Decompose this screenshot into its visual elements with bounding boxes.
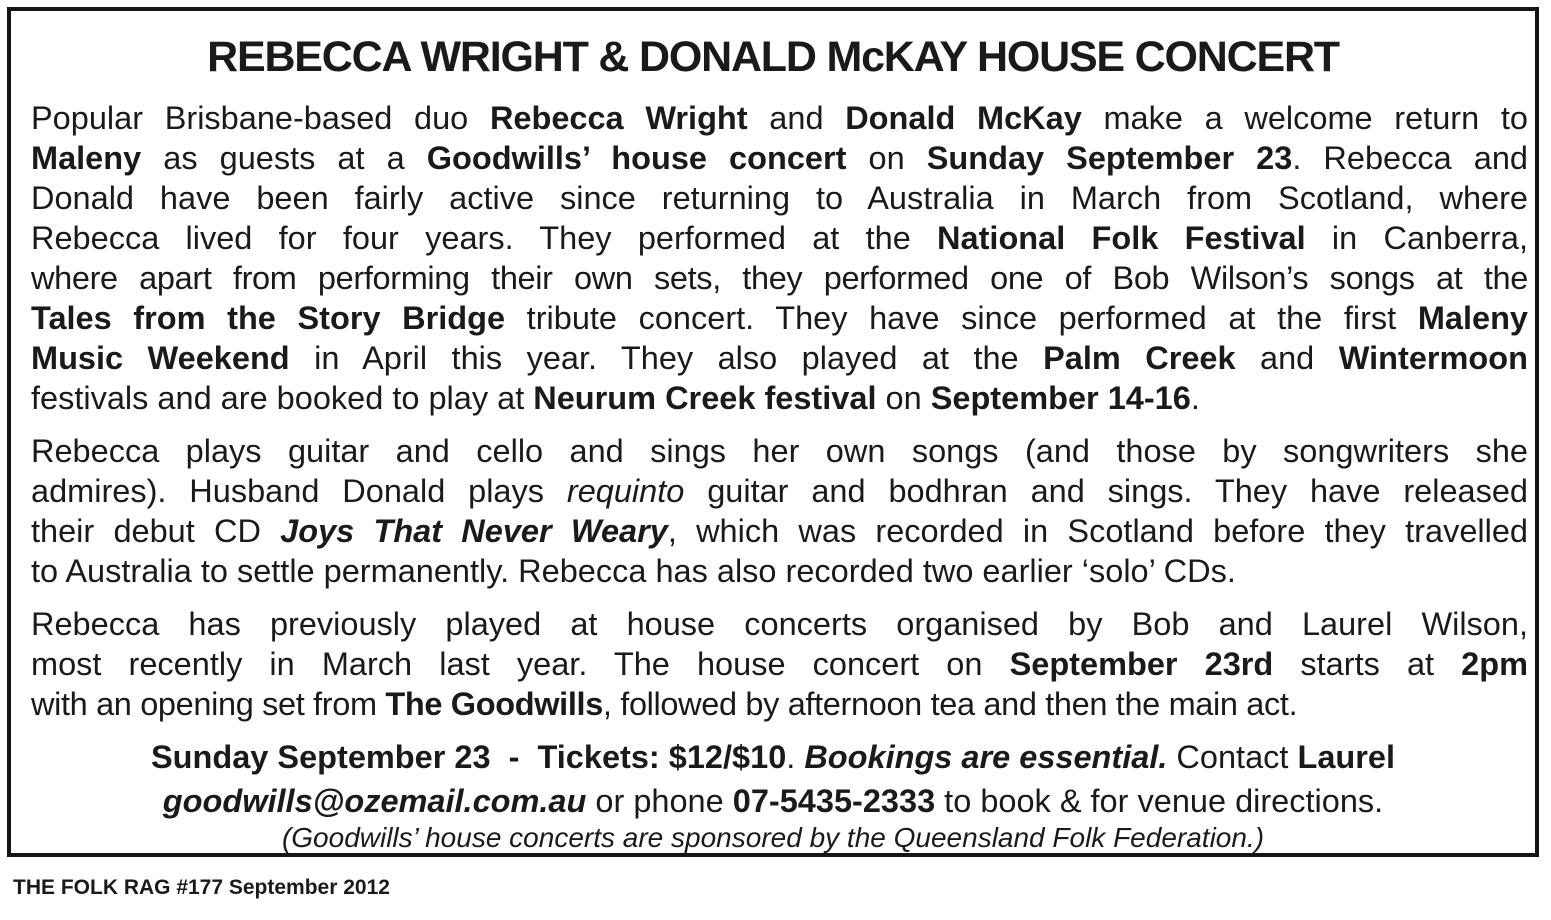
festival-name: Wintermoon (1338, 340, 1528, 376)
event-date: Sunday September 23 (926, 140, 1293, 176)
text-run: guitar and bodhran and sings. They have released (684, 473, 1528, 509)
band-name: The Goodwills (385, 686, 603, 722)
booking-line-2 (11, 780, 1535, 822)
booking-line-1 (11, 736, 1535, 778)
text-run: , followed by afternoon tea and then the main act. (602, 686, 1298, 722)
paragraph-2-line-3 (31, 511, 1528, 551)
event-name: Goodwills’ house concert (426, 140, 847, 176)
text-run: in Canberra, (1305, 220, 1528, 256)
festival-name: Music Weekend (31, 340, 290, 376)
paragraph-3-line-2 (31, 644, 1528, 684)
article-title: REBECCA WRIGHT & DONALD McKAY HOUSE CONCERT (207, 33, 1339, 81)
paragraph-2-line-2 (31, 471, 1528, 511)
text-run: festivals and are booked to play at (31, 380, 534, 416)
text-run: tribute concert. They have since performed at the first (505, 300, 1418, 336)
paragraph-1-line-5: where apart from performing their own sets, they performed one of Bob Wilson’s songs at the (31, 260, 1528, 296)
paragraph-3-line-1: Rebecca has previously played at house concerts organised by Bob and Laurel Wilson, (31, 606, 1528, 642)
text-run: starts at (1273, 646, 1462, 682)
concert-name: Tales from the Story Bridge (31, 300, 506, 336)
text-run: and (747, 100, 846, 136)
text-run: Contact (1167, 739, 1298, 775)
paragraph-1-line-8 (31, 378, 1528, 418)
booking-date: Sunday September 23 (150, 739, 491, 775)
paragraph-1-line-2 (31, 138, 1528, 178)
contact-email: goodwills@ozemail.com.au (162, 783, 587, 819)
ticket-prices: Tickets: $12/$10 (537, 739, 787, 775)
contact-phone: 07-5435-2333 (732, 783, 936, 819)
text-run: . (1190, 380, 1200, 416)
text-run: . (786, 739, 805, 775)
article-box (7, 7, 1539, 857)
text-run: most recently in March last year. The house concert on (31, 646, 1010, 682)
text-run: on (846, 140, 927, 176)
festival-name: National Folk Festival (937, 220, 1306, 256)
paragraph-2-line-4: to Australia to settle permanently. Rebecca has also recorded two earlier ‘solo’ CDs. (31, 553, 1236, 589)
text-run: . Rebecca and (1292, 140, 1528, 176)
booking-note: Bookings are essential. (804, 739, 1168, 775)
text-run: their debut CD (31, 513, 281, 549)
paragraph-1-line-4 (31, 218, 1528, 258)
instrument-name: requinto (566, 473, 685, 509)
text-run: Rebecca lived for four years. They performed at the (31, 220, 938, 256)
publication-footer: THE FOLK RAG #177 September 2012 (13, 876, 390, 899)
paragraph-1-line-3: Donald have been fairly active since returning to Australia in March from Scotland, where (31, 180, 1528, 216)
text-run: with an opening set from (31, 686, 386, 722)
place-name: Maleny (31, 140, 142, 176)
text-run: or phone (586, 783, 733, 819)
cd-title: Joys That Never Weary (280, 513, 668, 549)
text-run: to book & for venue directions. (935, 783, 1384, 819)
text-run: Popular Brisbane-based duo (31, 100, 490, 136)
separator: - (490, 739, 538, 775)
paragraph-1-line-6 (31, 298, 1528, 338)
text-run: as guests at a (141, 140, 427, 176)
text-run: make a welcome return to (1081, 100, 1528, 136)
text-run: in April this year. They also played at the (289, 340, 1044, 376)
paragraph-2-line-1: Rebecca plays guitar and cello and sings her own songs (and those by songwriters she (31, 433, 1528, 469)
paragraph-3-line-3 (31, 684, 1528, 724)
festival-name: Maleny (1417, 300, 1528, 336)
text-run: , which was recorded in Scotland before they travelled (667, 513, 1528, 549)
festival-dates: September 14-16 (930, 380, 1191, 416)
festival-name: Palm Creek (1043, 340, 1236, 376)
text-run: admires). Husband Donald plays (31, 473, 567, 509)
paragraph-1-line-1 (31, 98, 1528, 138)
event-time: 2pm (1461, 646, 1528, 682)
event-date: September 23rd (1009, 646, 1274, 682)
festival-name: Neurum Creek festival (533, 380, 877, 416)
text-run: on (876, 380, 931, 416)
sponsor-note: (Goodwills’ house concerts are sponsored by the Queensland Folk Federation.) (281, 822, 1265, 853)
text-run: and (1235, 340, 1339, 376)
contact-name: Laurel (1297, 739, 1396, 775)
paragraph-1-line-7 (31, 338, 1528, 378)
artist-name: Donald McKay (845, 100, 1082, 136)
artist-name: Rebecca Wright (489, 100, 748, 136)
